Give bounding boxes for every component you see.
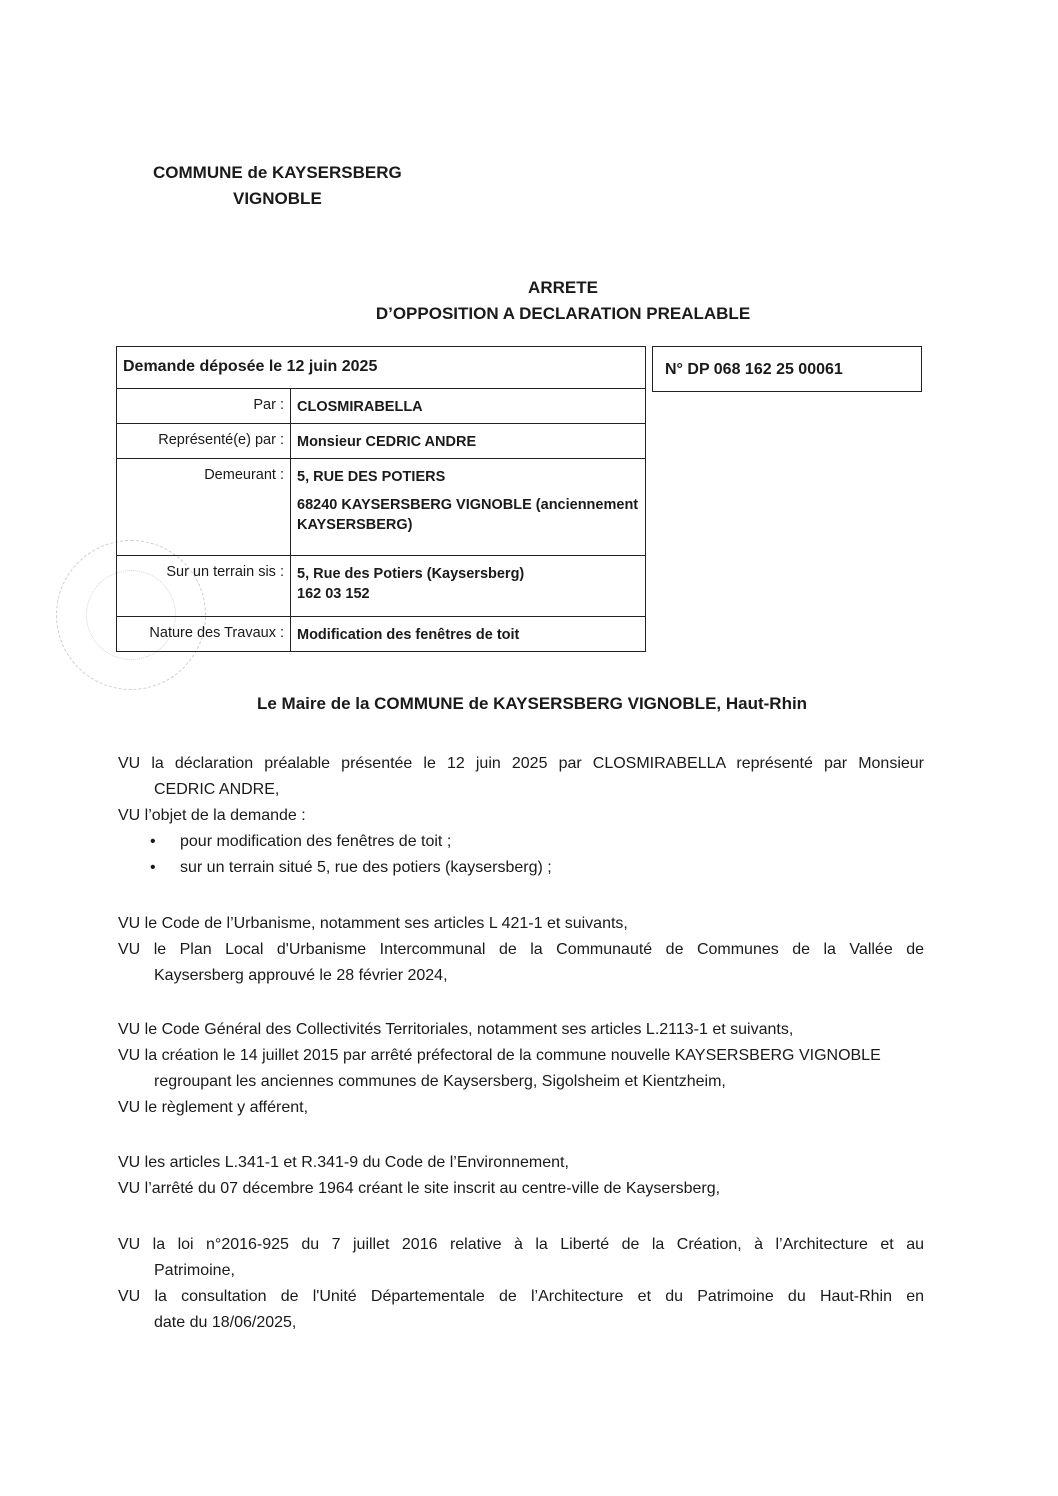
deposit-date: Demande déposée le 12 juin 2025 (117, 347, 646, 389)
vu-declaration-cont: CEDRIC ANDRE, (154, 781, 280, 798)
land-address: 5, Rue des Potiers (Kaysersberg) (297, 566, 525, 582)
address-line2: 68240 KAYSERSBERG VIGNOBLE (anciennement KAYSERSBERG) (297, 497, 639, 533)
table-row (117, 556, 646, 617)
vu-code-environnement: VU les articles L.341-1 et R.341-9 du Code de l’Environnement, (118, 1154, 569, 1171)
considerations-block-4 (118, 1150, 924, 1202)
vu-code-urbanisme: VU le Code de l’Urbanisme, notamment ses articles L 421-1 et suivants, (118, 915, 628, 932)
application-table (116, 346, 646, 652)
table-row (117, 389, 646, 424)
considerations-block-3 (118, 1017, 924, 1121)
vu-objet: VU l’objet de la demande : (118, 807, 306, 824)
considerations-block-2 (118, 911, 924, 989)
title-line2: D’OPPOSITION A DECLARATION PREALABLE (375, 304, 751, 323)
row-label: Par : (117, 389, 291, 424)
land-parcel: 162 03 152 (297, 586, 370, 602)
list-item: • pour modification des fenêtres de toit ; (118, 829, 924, 855)
title-line1: ARRETE (528, 278, 598, 297)
commune-name-line1: COMMUNE de KAYSERSBERG (153, 163, 402, 182)
vu-declaration: VU la déclaration préalable présentée le 12 juin 2025 par CLOSMIRABELLA représenté par Monsieur (118, 755, 924, 772)
vu-cgct: VU le Code Général des Collectivités Territoriales, notamment ses articles L.2113-1 et suivants, (118, 1021, 794, 1038)
row-label: Nature des Travaux : (117, 617, 291, 652)
table-row (117, 459, 646, 556)
applicant-name: CLOSMIRABELLA (291, 389, 646, 424)
vu-plu: VU le Plan Local d'Urbanisme Intercommunal de la Communauté de Communes de la Vallée de (118, 941, 924, 958)
dossier-number: N° DP 068 162 25 00061 (652, 346, 922, 392)
land-location (291, 556, 646, 617)
vu-arrete-1964: VU l’arrêté du 07 décembre 1964 créant le site inscrit au centre-ville de Kaysersberg, (118, 1180, 721, 1197)
row-label: Demeurant : (117, 459, 291, 556)
vu-creation-cont: regroupant les anciennes communes de Kaysersberg, Sigolsheim et Kientzheim, (154, 1073, 726, 1090)
vu-loi-2016: VU la loi n°2016-925 du 7 juillet 2016 relative à la Liberté de la Création, à l’Architecture et au (118, 1236, 924, 1253)
maire-heading: Le Maire de la COMMUNE de KAYSERSBERG VIGNOBLE, Haut-Rhin (257, 694, 808, 713)
vu-consultation-udap-cont: date du 18/06/2025, (154, 1314, 297, 1331)
document-title (0, 275, 1058, 327)
table-row (117, 617, 646, 652)
considerations-block-1 (118, 751, 924, 881)
address-line1: 5, RUE DES POTIERS (297, 469, 446, 485)
commune-name-line2: VIGNOBLE (233, 189, 322, 208)
nature-of-works: Modification des fenêtres de toit (291, 617, 646, 652)
row-label: Sur un terrain sis : (117, 556, 291, 617)
considerations-block-5 (118, 1232, 924, 1336)
row-label: Représenté(e) par : (117, 424, 291, 459)
vu-reglement: VU le règlement y afférent, (118, 1099, 309, 1116)
list-item: • sur un terrain situé 5, rue des potiers (kaysersberg) ; (118, 855, 924, 881)
representative-name: Monsieur CEDRIC ANDRE (291, 424, 646, 459)
address (291, 459, 646, 556)
vu-consultation-udap: VU la consultation de l'Unité Départementale de l’Architecture et du Patrimoine du Haut-Rhin en (118, 1288, 924, 1305)
commune-header (153, 160, 402, 212)
vu-creation: VU la création le 14 juillet 2015 par arrêté préfectoral de la commune nouvelle KAYSERSBERG VIGNOBLE (118, 1047, 881, 1064)
table-row (117, 424, 646, 459)
vu-plu-cont: Kaysersberg approuvé le 28 février 2024, (154, 967, 448, 984)
vu-loi-2016-cont: Patrimoine, (154, 1262, 235, 1279)
